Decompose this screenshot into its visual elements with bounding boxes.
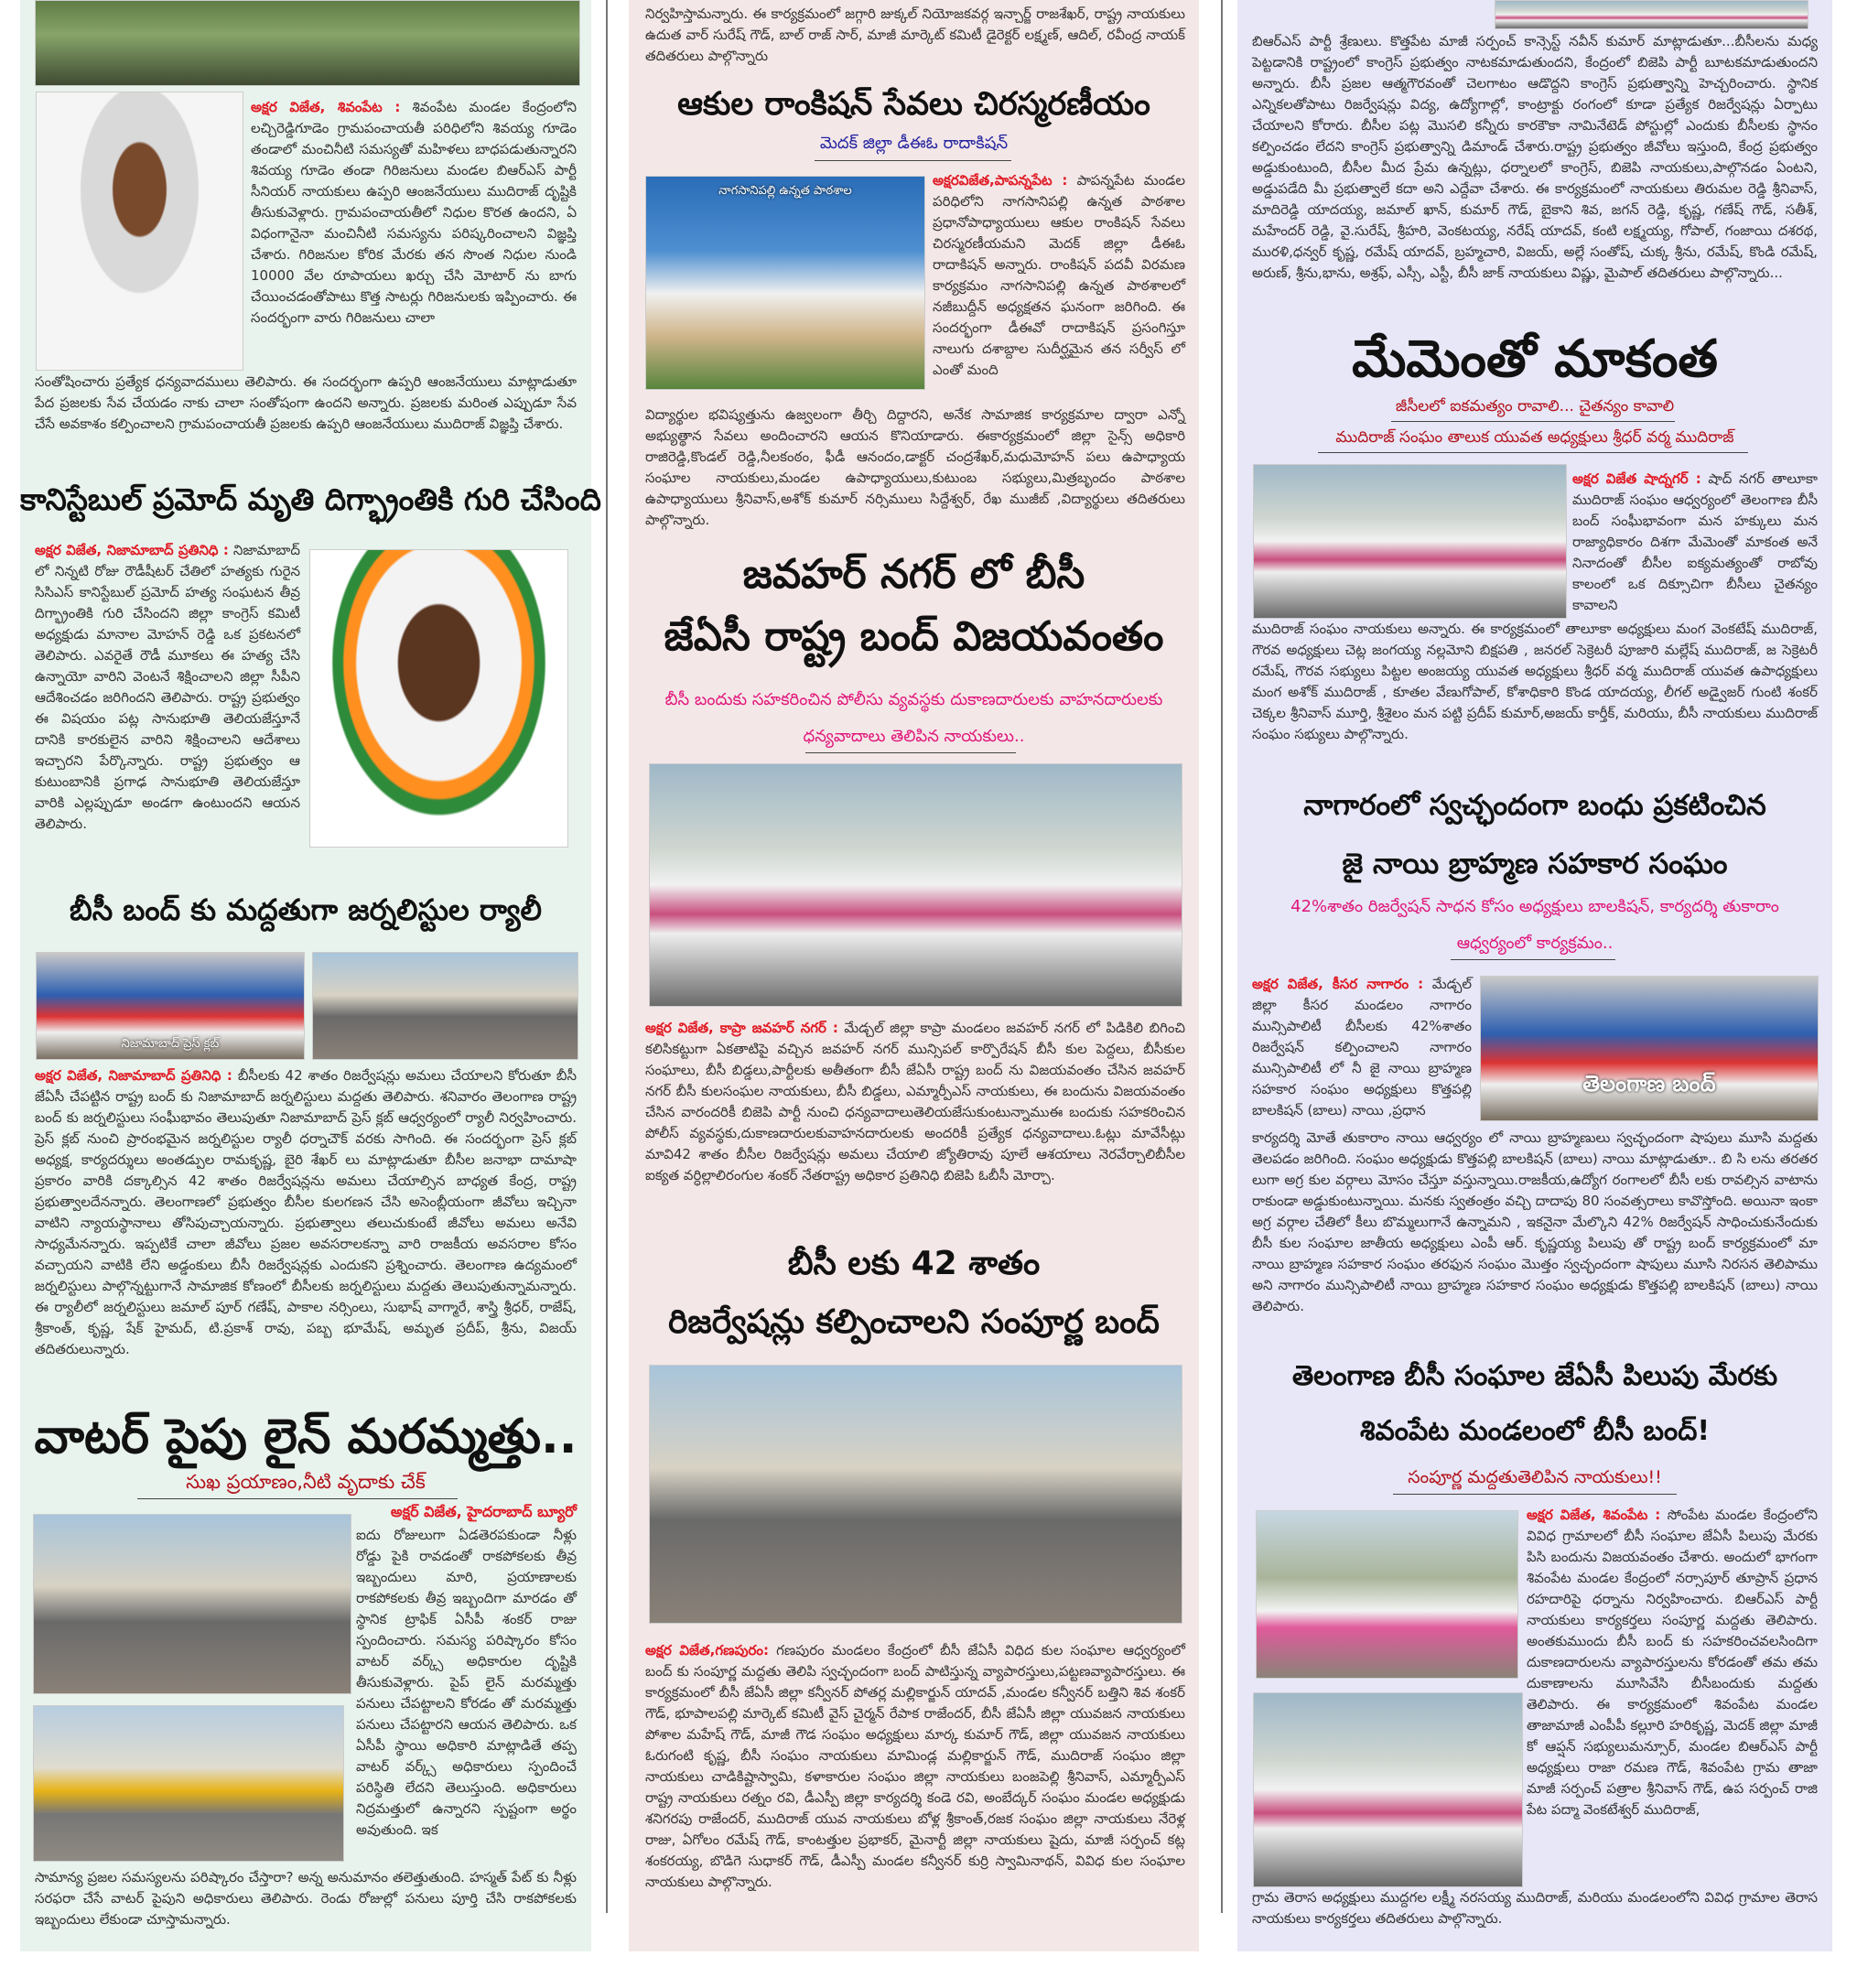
dateline: అక్షర విజేత, కీసర నాగారం : [1252,976,1424,992]
headline: వాటర్ పైపు లైన్ మరమ్మత్తు.. [34,1410,578,1464]
dateline: అక్షర విజేత షాద్నగర్ : [1572,470,1701,487]
news-photo-top [35,0,580,86]
divider [815,160,1011,161]
headline: బీసీ లకు 42 శాతం [787,1245,1041,1282]
headline: బీసీ బంద్ కు మద్దతుగా జర్నలిస్టుల ర్యాలీ [70,892,542,927]
article-text: మేడ్చల్ జిల్లా కాప్రా మండలం జవహర్ నగర్ లో పిడికిలి బిగించి కలిసికట్టుగా ఏకతాటిపై వచ్చిన జవహర్ నగర్ మున్సిపల్ కార్పొరేషన్ బీసీ కుల పెద్దలు, బీసీకుల సంఘాలు, బీసీ బిడ్డలు,పార్టీలకు అతీతంగా బీసీ జేఏసీ రాష్ట్ర బంద్ ను విజయవంతం చేసిన జవహర్ నగర్ బీసీ కులసంఘల నాయకులు, బీసీ బిడ్డలు, ఎమ్మార్పీఎస్ నాయకులు, ఈ బందును విజయవంతం చేసిన వారందరికీ బిజెపి పార్టీ నుంచి ధన్యవాదాలుతెలియజేసుకుంటున్నాముఈ బందుకు సహకరించిన పోలీస్ వ్యవస్థకు,దుకాణదారులకువాహనదారులకు అందరికీ ప్రత్యేక ధన్యవాదాలు.ఓట్లు మావేసీట్లు మావి42 శాతం బీసీల రిజర్వేషన్లు అమలు చేయాలి జ్యోతిరావు పూలే ఆశయాలు నెరవేర్చాలిబీసీల ఐక్యత వర్ధిల్లాలిరంగుల శంకర్ నేతరాష్ట్ర అధికార ప్రతినిధి బిజెపి ఓబీసీ మోర్చా. [645,1020,1185,1183]
article-body: గ్రామ తెరాస అధ్యక్షులు ముద్దగల లక్ష్మీ నరసయ్య ముదిరాజ్, మరియు మండలంలోని వివిధ గ్రామాల తెరాస నాయకులు కార్యకర్తలు తదితరులు పాల్గొన్నారు. [1252,1889,1818,1927]
dateline: అక్షర విజేత, నిజామాబాద్ ప్రతినిధి : [35,542,229,558]
divider [1393,1494,1677,1495]
headline: జవహర్ నగర్ లో బీసీ [742,551,1085,598]
article-body [645,1018,1185,1228]
article-body [1572,469,1818,617]
photo-caption: నిజామాబాద్ ప్రెస్ క్లబ్ [121,1037,220,1051]
dateline: అక్షర్ విజేత, హైదరాబాద్ బ్యూరో [390,1503,577,1520]
article-body: విద్యార్థుల భవిష్యత్తును ఉజ్వలంగా తీర్చి దిద్దారని, అనేక సామాజిక కార్యక్రమాల ద్వారా ఎన్నో అభ్యుత్థాన సేవలు అందించారని ఆయన కొనియాడారు. ఈకార్యక్రమంలో జిల్లా సైన్స్ అధికారి రాజిరెడ్డి,కొండల్ రెడ్డి,నీలకంఠం, ఫీడీ ఆనందం,డాక్టర్ చంద్రశేఖర్,మధుమోహన్ పలు ఉపాధ్యాయ సంఘాల నాయకులు,మండల ఉపాధ్యాయులు,కుటుంబ సభ్యులు,మిత్రబృందం పాఠశాల ఉపాధ్యాయులు శ్రీనివాస్,అశోక్ కుమార్ నర్సిములు సిద్దేశ్వర్, రేఖ ముజీబ్ ,విద్యార్థులు తదితరులు పాల్గొన్నారు. [645,406,1185,528]
rally-photo [36,952,305,1060]
article-body: సంతోషించారు ప్రత్యేక ధన్యవాదములు తెలిపారు. ఈ సందర్భంగా ఉప్పరి ఆంజనేయులు మాట్లాడుతూ పేద ప్రజలకు సేవ చేయడం నాకు చాలా సంతోషంగా ఉందని అన్నారు. ప్రజలకు మరింత ఎప్పుడూ సేవ చేసే అవకాశం కల్పించాలని గ్రామపంచాయతీ ప్రజలకు ఉప్పరి ఆంజనేయులు ముదిరాజ్ విజ్ఞప్తి చేశారు. [35,373,577,432]
divider [1391,421,1675,422]
column-divider [1221,0,1223,1913]
headline: తెలంగాణ బీసీ సంఘాల జేఏసీ పిలుపు మేరకు [1291,1360,1778,1392]
portrait-photo [36,92,243,371]
portrait-photo [309,549,568,848]
bike-rally-photo [649,1365,1182,1624]
press-meet-photo [1253,464,1567,619]
divider [1451,959,1615,960]
dateline: అక్షర విజేత, శివంపేట : [1527,1507,1661,1523]
article-text: మేడ్చల్ జిల్లా కీసర మండలం నాగారం మున్సిపాలిటీ బీసీలకు 42%శాతం రిజర్వేషన్ కల్పించాలని నాగారం మున్సిపాలిటీ లో నీ జై నాయి బ్రాహ్మణ సహకార సంఘం అధ్యక్షులు కొత్తపల్లి బాలకిషన్ (బాలు) నాయి ,ప్రధాన [1252,976,1472,1118]
article-text: గణపురం మండలం కేంద్రంలో బీసీ జేఏసీ విధిద కుల సంఘాల ఆధ్వర్యంలో బంద్ కు సంపూర్ణ మద్దతు తెలిపి స్వచ్ఛందంగా బంద్ పాటిస్తున్న వ్యాపారస్తులు,పట్టణవ్యాపారస్తులు. ఈ కార్యక్రమంలో బీసీ జేఏసీ జిల్లా కన్వీనర్ పోతర్ల మల్లికార్జున్ యాదవ్ ,మండల కన్వీనర్ బత్తిని శివ శంకర్ గౌడ్, భూపాలపల్లి మార్కెట్ కమిటీ వైస్ చైర్మన్ రేపాక రాజేందర్, బీసీ జేఏసీ జిల్లా యువజన నాయకులు పోశాల మహేష్ గౌడ్, మాజీ గౌడ సంఘం అధ్యక్షులు మార్క కుమార్ గౌడ్, జిల్లా యువజన నాయకులు ఓరుగంటి కృష్ణ, బీసీ సంఘం నాయకులు మామిండ్ల మల్లికార్జున్ గౌడ్, ముదిరాజ్ సంఘం జిల్లా నాయకులు చాడికిష్టాస్వామి, కళాకారుల సంఘం జిల్లా నాయకులు బంజపెల్లి శ్రీనివాస్, ఎమ్మార్పీఎస్ రాష్ట్ర నాయకులు రత్నం రవి, డీఎస్పీ జిల్లా కార్యదర్శి కండె రవి, అంబేద్కర్ సంఘం మండల అధ్యక్షుడు శనిగరపు రాజేందర్, ముదిరాజ్ యువ నాయకులు బోళ్ల శ్రీకాంత్,రజక సంఘం జిల్లా నాయకులు నేరెళ్ల రాజు, ఏగోలం రమేష్ గౌడ్, కాంటత్తుల ప్రభాకర్, మైనార్టీ జిల్లా నాయకులు షైదు, మాజీ సర్పంచ్ కట్ల శంకరయ్య, బొడిగె సుధాకర్ గౌడ్, డీఎస్పీ మండల కన్వీనర్ కుర్రి స్వామినాథన్, వివిధ కుల సంఘాల నాయకులు పాల్గొన్నారు. [645,1642,1185,1890]
article-text: పాపన్నపేట మండల పరిధిలోని నాగసానిపల్లి ఉన్నత పాఠశాల ప్రధానోపాధ్యాయులు ఆకుల రాంకిషన్ సేవలు చిరస్మరణీయమని మెదక్ జిల్లా డీఈఓ రాదాకిషన్ అన్నారు. రాంకిషన్ పదవీ విరమణ కార్యక్రమం నాగసానిపల్లి ఉన్నత పాఠశాలలో నజీబుద్దీన్ అధ్యక్షతన ఘనంగా జరిగింది. ఈ సందర్భంగా డీఈవో రాదాకిషన్ ప్రసంగిస్తూ నాలుగు దశాబ్దాల సుదీర్ఘమైన తన సర్వీస్ లో ఎంతో మంది [933,172,1185,378]
bandh-banner-photo [1480,976,1819,1121]
subheadline: ముదిరాజ్ సంఘం తాలుక యువత అధ్యక్షులు శ్రీధర్ వర్మ ముదిరాజ్ [1335,428,1734,447]
photo-caption: నాగసానిపల్లి ఉన్నత పాఠశాల [718,184,852,198]
divider [805,752,1016,753]
article-body: ముదిరాజ్ సంఘం నాయకులు అన్నారు. ఈ కార్యక్రమంలో తాలూకా అధ్యక్షులు మంగ వెంకటేష్ ముదిరాజ్, గౌరవ అధ్యక్షులు చెట్ల జంగయ్య నల్లమోని బిక్షపతి , జనరల్ సెక్రెటరీ పూజారి మల్లేష్ ముదిరాజ్, జ సెక్రెటరీ రమేష్, గౌరవ సభ్యులు పిట్టల అంజయ్య యువత అధ్యక్షులు శ్రీధర్ వర్మ ముదిరాజ్ యువత ఉపాధ్యక్షులు మంగ అశోక్ ముదిరాజ్ , కూతల వేణుగోపాల్, కోశాధికారి కొండ యాదయ్య, లీగల్ అడ్వైజర్ గుంటి శంకర్ చెక్కల శ్రీనివాస్ మూర్తి, శ్రీశైలం మన పట్టి ప్రదీప్ కుమార్,అజయ్ కార్తీక్, మరియు, బీసీ నాయకులు ముదిరాజ్ సంఘం సభ్యులు పాల్గొన్నారు. [1252,621,1818,742]
subheadline: ధన్యవాదాలు తెలిపిన నాయకులు.. [803,727,1025,746]
rally-photo [312,952,578,1060]
dateline: అక్షర విజేత, కాప్రా జవహర్ నగర్ : [645,1020,838,1036]
article-body: నిర్వహిస్తామన్నారు. ఈ కార్యక్రమంలో జగ్గారి జుక్కల్ నియోజకవర్గ ఇన్చార్జ్ రాజశేఖర్, రాష్ట్ర నాయకులు ఉదుత వార్ సురేష్ గౌడ్, బాల్ రాజ్ సార్, మాజీ మార్కెట్ కమిటీ డైరెక్టర్ లక్ష్మణ్, ఆదిల్, రవీంద్ర నాయక్ తదితరులు పాల్గొన్నారు [645,5,1185,64]
event-photo [645,176,925,390]
police-protest-photo [1253,1692,1523,1887]
subheadline: సంపూర్ణ మద్దతుతెలిపిన నాయకులు!! [1408,1467,1662,1487]
article-body [1527,1505,1818,1887]
headline: శివంపేట మండలంలో బీసీ బంద్! [1359,1415,1711,1447]
dateline: అక్షర విజేత, శివంపేట : [251,99,401,115]
dateline: అక్షరవిజేత,పాపన్నపేట : [933,172,1068,189]
headline: రిజర్వేషన్లు కల్పించాలని సంపూర్ణ బంద్ [668,1303,1160,1341]
subheadline: సుఖ ప్రయాణం,నీటి వృదాకు చేక్ [186,1471,426,1493]
column-divider [606,0,608,1913]
headline: మేమెంతో మాకంత [1352,330,1718,389]
article-body [35,540,300,881]
article-text: నిజామాబాద్ లో నిన్నటి రోజు రౌడీషీటర్ చేతిలో హత్యకు గురైన సిసిఎస్ కానిస్టేబుల్ ప్రమోద్ హత్య సంఘటన తీవ్ర దిగ్భ్రాంతికి గురి చేసిందని జిల్లా కాంగ్రెస్ కమిటీ అధ్యక్షుడు మానాల మోహన్ రెడ్డి ఒక ప్రకటనలో తెలిపారు. ఎవరైతే రౌడీ మూకలు ఈ హత్య చేసి ఉన్నాయో వారిని వెంటనే శిక్షించాలని జిల్లా సీపీని ఆదేశించడం జరిగిందని తెలిపారు. రాష్ట్ర ప్రభుత్వం ఈ విషయం పట్ల సానుభూతి తెలియజేస్తూనే దానికి కారకులైన వారిని శిక్షించాలని ఆదేశాలు ఇచ్చారని పేర్కొన్నారు. రాష్ట్ర ప్రభుత్వం ఆ కుటుంబానికి ప్రగాఢ సానుభూతి తెలియజేస్తూ వారికి ఎల్లప్పుడూ అండగా ఉంటుందని ఆయన తెలిపారు. [35,542,300,832]
article-text: బీసీలకు 42 శాతం రిజర్వేషన్లు అమలు చేయాలని కోరుతూ బీసీ జేఏసీ చేపట్టిన రాష్ట్ర బంద్ కు నిజామాబాద్ జర్నలిస్టులు మద్దతు తెలిపారు. శనివారం తెలంగాణ రాష్ట్ర బంద్ కు జర్నలిస్టులు సంఘీభావం తెలుపుతూ నిజామాబాద్ ప్రెస్ క్లబ్ ఆధ్వర్యంలో ర్యాలీ నిర్వహించారు. ప్రెస్ క్లబ్ నుంచి ప్రారంభమైన జర్నలిస్టుల ర్యాలీ ధర్నాచౌక్ వరకు సాగింది. ఈ సందర్భంగా ప్రెస్ క్లబ్ అధ్యక్ష, కార్యదర్శులు అంతడ్పుల రామకృష్ణ, బైరి శేఖర్ లు మాట్లాడుతూ బీసీల జనాభా దామాషా ప్రకారం వారికి దక్కాల్సిన 42 శాతం రిజర్వేషన్లను అమలు చేయాల్సిన బాధ్యత కేంద్ర, రాష్ట్ర ప్రభుత్వాలదేనన్నారు. తెలంగాణలో ప్రభుత్వం బీసీల కులగణన చేసి అసెంబ్లీయంగా జీవోలు ఇచ్చినా వాటిని న్యాయస్థానాలు తోసిపుచ్చాయన్నారు. ప్రభుత్వాలు తలుచుకుంటే జీవోలు అమలు అనేవి సాధ్యమేనన్నారు. ఇప్పటికే చాలా జీవోలు ప్రజల అవసరాలకన్నా వారి రాజకీయ అవసరాల కోసం వచ్చాయని వాటికి లేని అడ్డంకులు బీసీ రిజర్వేషన్లకు ఎందుకని ప్రశ్నించారు. తెలంగాణ ఉద్యమంలో జర్నలిస్టులు పాల్గొన్నట్టుగానే సామాజిక కోణంలో బీసీలకు జర్నలిస్టులు మద్దతు తెలుపుతున్నామన్నారు. ఈ ర్యాలీలో జర్నలిస్టులు జమాల్ పూర్ గణేష్, పాకాల నర్సింలు, సుభాష్ వాగ్మారే, శాస్త్రి శ్రీధర్, రాజేష్, శ్రీకాంత్, కృష్ణ, షేక్ హైమద్, టి.ప్రకాశ్ రావు, పబ్బ భూమేష్, అమృత ప్రదీప్, శ్రీను, విజయ్ తదితరులున్నారు. [35,1067,577,1357]
divider [137,1498,458,1499]
dateline: అక్షర విజేత,గణపురం: [645,1642,769,1658]
article-body: బిఆర్ఎస్ పార్టీ శ్రేణులు. కొత్తపేట మాజీ సర్పంచ్ కాన్సెస్ట్ నవీన్ కుమార్ మాట్లాడుతూ...బీసీలను మధ్య పెట్టడానికి రాష్ట్రంలో కాంగ్రెస్ ప్రభుత్వం నాటకమాడుతుందని, కేంద్రంలో బిజెపి పార్టీ బూటకమాడుతుందని అన్నారు. బీసీ ప్రజల ఆత్మగౌరవంతో చెలగాటం ఆడొద్దని కాంగ్రెస్ ప్రభుత్వాన్ని హెచ్చరించారు. స్థానిక ఎన్నికలతోపాటు రిజర్వేషన్లు విద్య, ఉద్యోగాల్లో, కాంట్రాక్టు రంగంలో కూడా ప్రత్యేక రిజర్వేషన్లు ఏర్పాటు చేయాలని కోరారు. బీసీల పట్ల మొసలి కన్నీరు కారకౌకా నామినేటెడ్ పోస్టుల్లో ఎందుకు బీసీలకు స్థానం కల్పించడం లేదని కాంగ్రెస్ ప్రభుత్వాన్ని డిమాండ్ చేశారు.రాష్ట్ర ప్రభుత్వం జీవోలు ఇస్తుంది, కేంద్ర ప్రభుత్వం అడ్డుకుంటుంది, బీసీల మీద ప్రేమ ఉన్నట్లు, ధర్నాలలో కాంగ్రెస్, బిజెపి నాయకులు,పాల్గొనడం ఏంటని, అడ్డుపడేది మీ ప్రభుత్వాలే కదా అని ఎద్దేవా చేశారు. ఈ కార్యక్రమంలో నాయకులు తిరుమల రెడ్డి శ్రీనివాస్, మాదిరెడ్డి యాదయ్య, జమాల్ ఖాన్, కుమార్ గౌడ్, బైకాని శివ, జగన్ రెడ్డి, కృష్ణ, గణేష్ గౌడ్, సతీశ్, మహేందర్ రెడ్డి, వై.సురేష్, శ్రీహరి, వెంకటయ్య, నరేష్ యాదవ్, కంటి లక్ష్మయ్య, గోపాల్, గంజాయి దశరథ, మురళి,ధన్వర్ కృష్ణ, రమేష్ యాదవ్, బ్రహ్మచారి, విజయ్, అల్లే సంతోష్, చుక్క శ్రీను, రమేష్, కొండి రమేష్, అరుణ్, శ్రీను,భాను, అశ్రఫ్, ఎస్సీ, ఎస్టీ, బీసీ జాక్ నాయకులు విష్ణు, మైపాల్ తదితరులు పాల్గొన్నారు... [1252,33,1818,281]
article-body [251,97,577,372]
banner-text: తెలంగాణ బంద్ [1582,1071,1716,1097]
excavator-photo [33,1705,344,1862]
headline: ఆకుల రాంకిషన్ సేవలు చిరస్మరణీయం [677,86,1150,123]
article-body [645,1640,1185,1931]
headline: జేఏసీ రాష్ట్ర బంద్ విజయవంతం [664,613,1164,660]
headline: జై నాయి బ్రాహ్మణ సహకార సంఘం [1342,848,1728,881]
article-body: ఐదు రోజులుగా ఏడతెరపకుండా నీళ్లు రోడ్డు పైకి రావడంతో రాకపోకలకు తీవ్ర ఇబ్బందులు మారి, ప్రయాణాలకు రాకపోకలకు తీవ్ర ఇబ్బందిగా మారడం తో స్థానిక ట్రాఫిక్ ఏసీపీ శంకర్ రాజు స్పందించారు. సమస్య పరిష్కారం కోసం వాటర్ వర్క్స్ అధికారుల దృష్టికి తీసుకువెళ్లారు. పైప్ లైన్ మరమ్మత్తు పనులు చేపట్టాలని కోరడం తో మరమ్మత్తు పనులు చేపట్టారని ఆయన తెలిపారు. ఒక ఏసీపీ స్థాయి అధికారి మాట్లాడితే తప్ప వాటర్ వర్క్స్ అధికారులు స్పందించే పరిస్థితి లేదని తెలుస్తుంది. అధికారులు నిద్రమత్తులో ఉన్నారని స్పష్టంగా అర్థం అవుతుంది. ఇక [356,1527,577,1838]
headline: కానిస్టేబుల్ ప్రమోద్ మృతి దిగ్భ్రాంతికి గురి చేసింది [20,481,601,517]
article-text: షాద్ నగర్ తాలూకా ముదిరాజ్ సంఘం ఆధ్వర్యంలో తెలంగాణ బీసీ బంద్ సంఘీభావంగా మన హక్కులు మన రాజ్యాధికారం దిశగా మేమెంతో మాకంత అనే నినాదంతో బీసీల ఐక్యమత్యంతో రాబోవు కాలంలో ఒక దిక్సూచిగా బీసీలు చైతన్యం కావాలని [1572,470,1818,613]
divider [1318,452,1748,453]
subheadline: 42%శాతం రిజర్వేషన్ సాధన కోసం అధ్యక్షులు బాలకిషన్, కార్యదర్శి తుకారాం [1290,897,1779,916]
bandh-rally-photo [649,763,1182,1007]
article-body [1252,974,1472,1125]
subheadline: బీసీ బందుకు సహకరించిన పోలీసు వ్యవస్థకు దుకాణదారులకు వాహనదారులకు [664,690,1163,709]
protest-photo [1256,1510,1518,1679]
subheadline: జీసీలలో ఐకమత్యం రావాలి... చైతన్యం కావాలి [1395,397,1675,416]
headline: నాగారంలో స్వచ్ఛందంగా బంధు ప్రకటించిన [1303,789,1766,822]
article-body: కార్యదర్శి మోతే తుకారాం నాయి ఆధ్వర్యం లో నాయి బ్రాహ్మణులు స్వచ్ఛందంగా షాపులు మూసి మద్దతు తెలపడం జరిగింది. సంఘం అధ్యక్షుడు కొత్తపల్లి బాలకిషన్ (బాలు) నాయి మాట్లాడుతూ.. బి సి లను తరతర లుగా అగ్ర కుల వర్గాలు మోసం చేస్తూ వస్తున్నాయి.రాజకీయ,ఉద్యోగ రంగాలలో బీసీ లకు రావల్సిన వాటాను రాకుండా అడ్డుకుంటున్నాయి. మనకు స్వతంత్రం వచ్చి దాదాపు 80 సంవత్సరాలు కావొస్తోంది. అయినా ఇంకా అగ్ర వర్గాల చేతిలో కీలు బొమ్మలుగానే ఉన్నామని , ఇకనైనా మేల్కొని 42% రిజర్వేషన్ సాధించుకునేందుకు బీసీ కుల సంఘాల జాతీయ అధ్యక్షులు ఎంపీ ఆర్. కృష్ణయ్య పిలుపు తో రాష్ట్ర బంద్ కార్యక్రమంలో మా నాయి బ్రాహ్మణ సహకార సంఘం తరఫున సంఘం మొత్తం స్వచ్ఛందంగా షాపులు మూసి నిరసన తెలిపాము అని నాగారం మున్సిపాలిటీ నాయి బ్రాహ్మణ సహకార సంఘం అధ్యక్షుడు కొత్తపల్లి బాలకిషన్ (బాలు) నాయి తెలిపారు. [1252,1129,1818,1314]
subheadline: మెదక్ జిల్లా డీఈఓ రాదాకిషన్ [819,134,1009,153]
article-body [35,1065,577,1406]
article-text: శివంపేట మండల కేంద్రంలోని లచ్చిరెడ్డిగూడెం గ్రామపంచాయతీ పరిధిలోని శివయ్య గూడెం తండాలో మంచినీటి సమస్యతో మహిళలు బాధపడుతున్నారని శివయ్య గూడెం తండా గిరిజనులు మండల బిఆర్ఎస్ పార్టీ సీనియర్ నాయకులు ఉప్పరి ఆంజనేయులు ముదిరాజ్ దృష్టికి తీసుకువెళ్లారు. గ్రామపంచాయతీలో నిధుల కొరత ఉందని, ఏ విధంగానైనా మంచినీటి సమస్యను పరిష్కరించాలని విజ్ఞప్తి చేశారు. గిరిజనుల కోరిక మేరకు తన సొంత నిధుల నుండి 10000 వేల రూపాయలు ఖర్చు చేసి మోటార్ ను బాగు చేయించడంతోపాటు కొత్త సాటర్లు గిరిజనులకు ఇప్పించారు. ఈ సందర్భంగా వారు గిరిజనులు చాలా [251,99,577,326]
article-body: సామాన్య ప్రజల సమస్యలను పరిష్కారం చేస్తారా? అన్న అనుమానం తలెత్తుతుంది. హస్మత్ పేట్ కు నీళ్లు సరఫరా చేసే వాటర్ పైపుని అధికారులు తెలిపారు. రెండు రోజుల్లో పనులు పూర్తి చేసి రాకపోకలకు ఇబ్బందులు లేకుండా చూస్తామన్నారు. [35,1869,577,1928]
news-photo-top [1495,0,1808,29]
article-text: సోంపేట మండల కేంద్రంలోని వివిధ గ్రామాలలో బీసీ సంఘాల జేఏసీ పిలుపు మేరకు పిసి బందును విజయవంతం చేశారు. అందులో భాగంగా శివంపేట మండల కేంద్రంలో నర్సాపూర్ తూప్రాన్ ప్రధాన రహదారిపై ధర్నాను నిర్వహించారు. బిఆర్ఎస్ పార్టీ నాయకులు కార్యకర్తలు సంపూర్ణ మద్దతు తెలిపారు. అంతకుముందు బీసీ బంద్ కు సహకరించవలసిందిగా దుకాణదారులను వ్యాపారస్తులను కోరడంతో తమ తమ దుకాణాలను మూసివేసి బీసీబందుకు మద్దతు తెలిపారు. ఈ కార్యక్రమంలో శివంపేట మండల తాజామాజీ ఎంపీపీ కల్లూరి హరికృష్ణ, మెదక్ జిల్లా మాజీ కో ఆప్షన్ సభ్యులుమన్సూర్, మండల బిఆర్ఎస్ పార్టీ అధ్యక్షులు రాజా రమణ గౌడ్, శివంపేట గ్రామ తాజా మాజీ సర్పంచ్ పత్రాల శ్రీనివాస్ గౌడ్, ఉప సర్పంచ్ రాజి పేట పద్మా వెంకటేశ్వర్ ముదిరాజ్, [1527,1507,1818,1818]
article-body [933,170,1185,404]
pipeline-repair-photo [33,1514,351,1694]
subheadline: ఆధ్వర్యంలో కార్యక్రమం.. [1456,934,1614,953]
dateline: అక్షర విజేత, నిజామాబాద్ ప్రతినిధి : [35,1067,232,1084]
